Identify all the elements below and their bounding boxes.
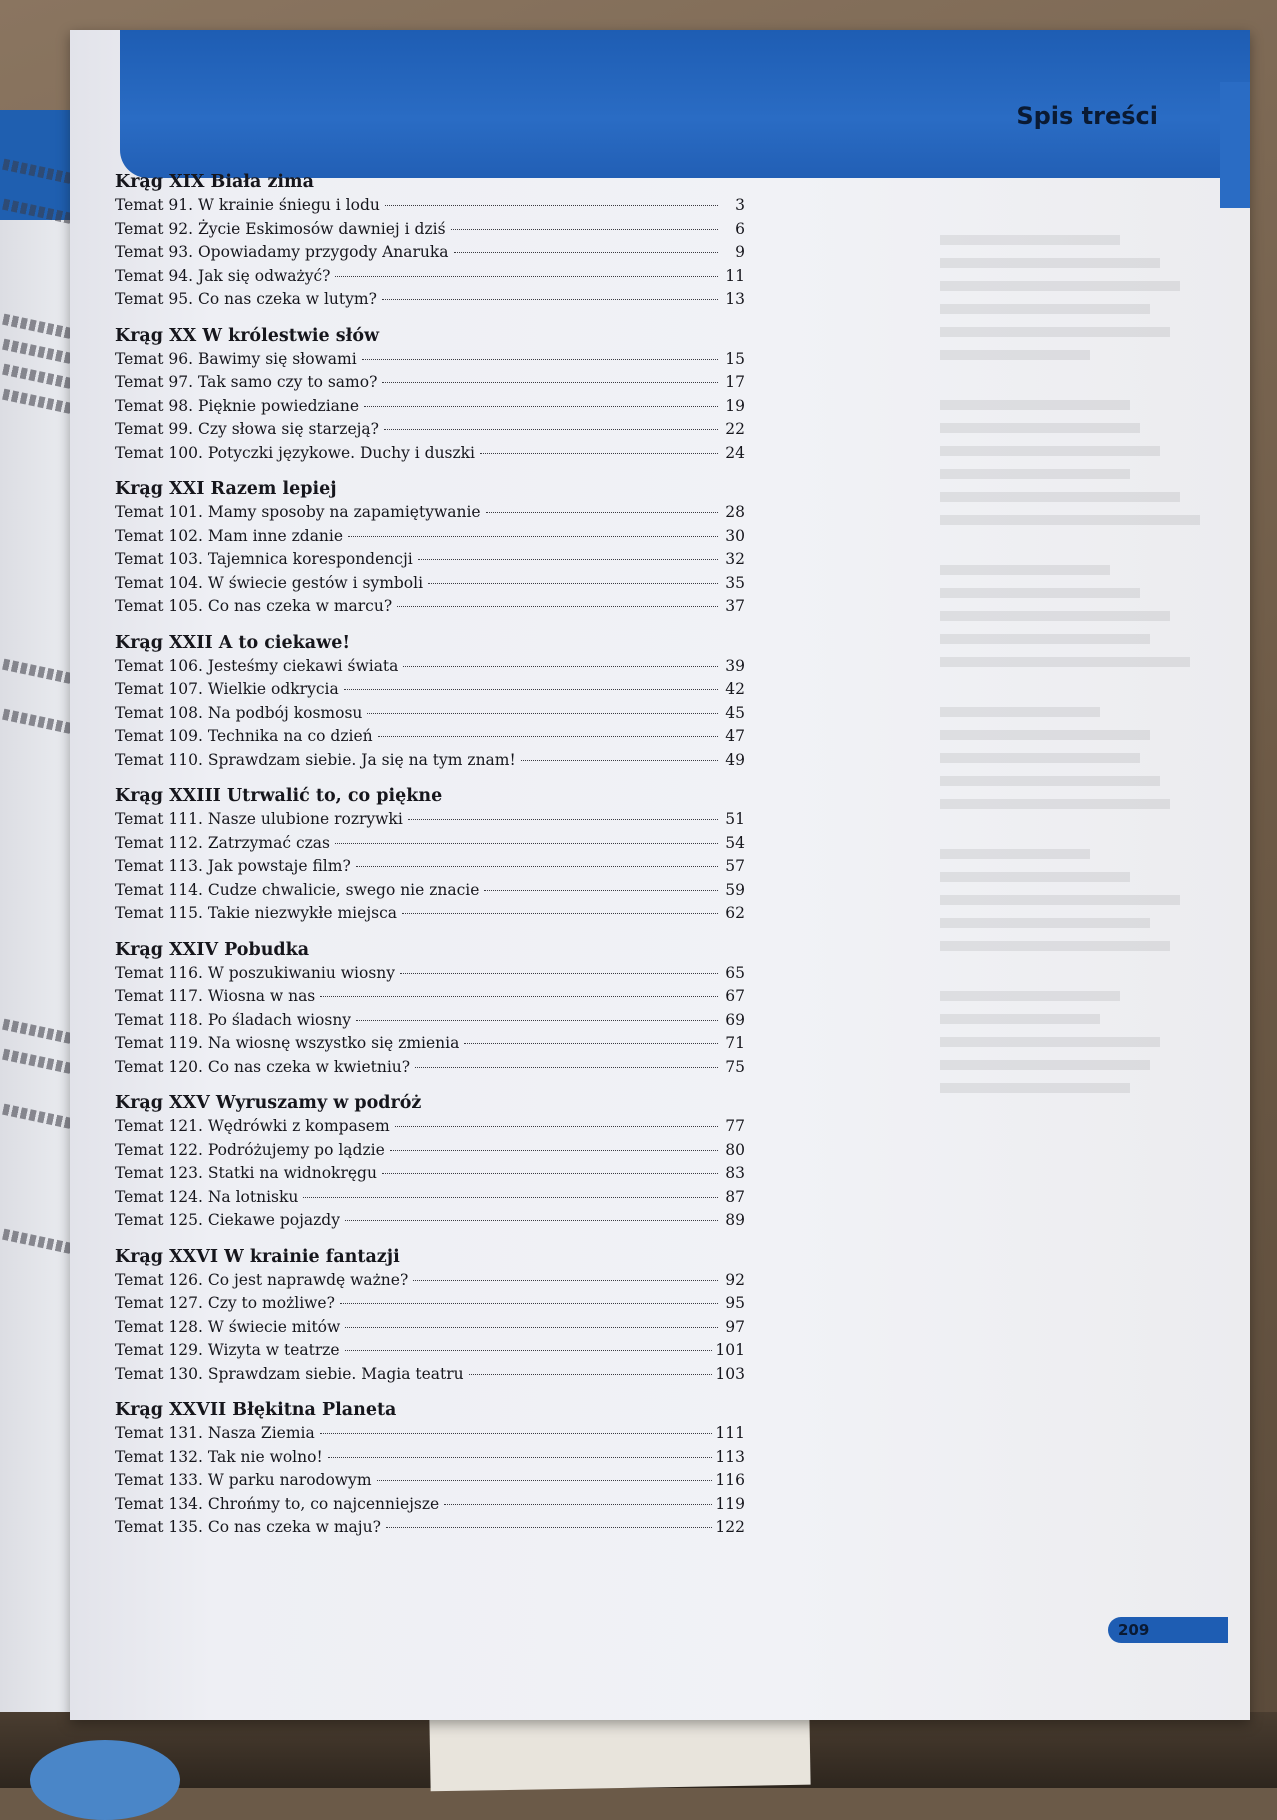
toc-entry xyxy=(115,1269,745,1293)
entry-page-number: 87 xyxy=(725,1187,745,1206)
toc-entry xyxy=(115,1186,745,1210)
toc-entry xyxy=(115,962,745,986)
entry-title: Temat 111. Nasze ulubione rozrywki xyxy=(115,810,403,828)
section-heading: Krąg XXVI W krainie fantazji xyxy=(115,1246,400,1267)
toc-entry xyxy=(115,548,745,572)
entry-title: Temat 124. Na lotnisku xyxy=(115,1187,299,1206)
toc-section xyxy=(115,324,745,466)
section-heading: Krąg XXII A to ciekawe! xyxy=(115,632,351,653)
dot-leader xyxy=(328,1457,713,1458)
dot-leader xyxy=(345,1350,713,1351)
header-band xyxy=(120,30,1250,178)
toc-entry xyxy=(115,1139,745,1163)
entry-page-number: 113 xyxy=(715,1447,745,1466)
entry-page-number: 119 xyxy=(715,1494,745,1513)
toc-section xyxy=(115,477,745,619)
entry-page-number: 13 xyxy=(725,290,745,308)
toc-entry xyxy=(115,1115,745,1139)
entry-page-number: 30 xyxy=(725,526,745,545)
header-tab xyxy=(1220,82,1250,208)
entry-title: Temat 104. W świecie gestów i symboli xyxy=(115,573,424,592)
toc-entry xyxy=(115,808,745,832)
entry-page-number: 101 xyxy=(715,1341,745,1359)
dot-leader xyxy=(384,429,718,430)
section-heading: Krąg XXIV Pobudka xyxy=(115,939,310,960)
entry-title: Temat 109. Technika na co dzień xyxy=(115,727,373,745)
show-through-text xyxy=(940,235,1240,1106)
entry-title: Temat 102. Mam inne zdanie xyxy=(115,526,344,545)
entry-page-number: 28 xyxy=(725,503,745,521)
toc-entry xyxy=(115,985,745,1009)
dot-leader xyxy=(418,559,718,560)
dot-leader xyxy=(521,760,718,761)
dot-leader xyxy=(345,1327,718,1328)
blue-object xyxy=(30,1740,180,1820)
toc-entry xyxy=(115,442,745,466)
dot-leader xyxy=(480,453,718,454)
entry-title: Temat 129. Wizyta w teatrze xyxy=(115,1341,340,1359)
entry-title: Temat 125. Ciekawe pojazdy xyxy=(115,1211,340,1229)
entry-title: Temat 132. Tak nie wolno! xyxy=(115,1447,323,1466)
toc-entry xyxy=(115,1422,745,1446)
dot-leader xyxy=(415,1067,718,1068)
entry-title: Temat 95. Co nas czeka w lutym? xyxy=(115,290,377,308)
toc-section xyxy=(115,1398,745,1540)
toc-entry xyxy=(115,678,745,702)
entry-title: Temat 118. Po śladach wiosny xyxy=(115,1010,352,1029)
toc-entry xyxy=(115,902,745,926)
dot-leader xyxy=(386,1527,713,1528)
entry-page-number: 42 xyxy=(725,680,745,698)
entry-page-number: 17 xyxy=(725,373,745,391)
section-heading: Krąg XXVII Błękitna Planeta xyxy=(115,1400,397,1420)
toc-entry xyxy=(115,1316,745,1340)
dot-leader xyxy=(451,229,718,230)
entry-page-number: 122 xyxy=(715,1518,745,1536)
entry-title: Temat 116. W poszukiwaniu wiosny xyxy=(115,963,396,982)
entry-title: Temat 134. Chrońmy to, co najcenniejsze xyxy=(115,1494,440,1513)
table-of-contents xyxy=(115,170,745,1552)
entry-title: Temat 117. Wiosna w nas xyxy=(115,987,316,1005)
toc-entry xyxy=(115,655,745,679)
entry-title: Temat 133. W parku narodowym xyxy=(115,1471,372,1489)
dot-leader xyxy=(400,973,718,974)
entry-title: Temat 99. Czy słowa się starzeją? xyxy=(115,420,379,438)
dot-leader xyxy=(335,276,718,277)
toc-section xyxy=(115,170,745,312)
entry-page-number: 57 xyxy=(725,857,745,875)
dot-leader xyxy=(395,1126,718,1127)
entry-page-number: 45 xyxy=(725,703,745,722)
dot-leader xyxy=(356,866,718,867)
dot-leader xyxy=(382,382,718,383)
toc-section xyxy=(115,631,745,773)
entry-title: Temat 92. Życie Eskimosów dawniej i dziś xyxy=(115,219,446,238)
section-heading: Krąg XX W królestwie słów xyxy=(115,325,380,346)
toc-entry xyxy=(115,1162,745,1186)
entry-title: Temat 130. Sprawdzam siebie. Magia teatru xyxy=(115,1364,464,1383)
toc-entry xyxy=(115,749,745,773)
toc-entry xyxy=(115,395,745,419)
dot-leader xyxy=(367,713,718,714)
entry-page-number: 89 xyxy=(725,1211,745,1229)
toc-entry xyxy=(115,265,745,289)
entry-page-number: 19 xyxy=(725,396,745,415)
toc-entry xyxy=(115,725,745,749)
entry-title: Temat 128. W świecie mitów xyxy=(115,1317,341,1336)
entry-title: Temat 110. Sprawdzam siebie. Ja się na tym znam! xyxy=(115,750,516,769)
toc-entry xyxy=(115,371,745,395)
entry-page-number: 83 xyxy=(725,1164,745,1182)
toc-entry xyxy=(115,501,745,525)
toc-entry xyxy=(115,855,745,879)
dot-leader xyxy=(382,299,718,300)
section-heading: Krąg XXI Razem lepiej xyxy=(115,479,337,499)
entry-title: Temat 119. Na wiosnę wszystko się zmienia xyxy=(115,1034,460,1052)
toc-entry xyxy=(115,194,745,218)
dot-leader xyxy=(403,666,718,667)
entry-title: Temat 108. Na podbój kosmosu xyxy=(115,703,363,722)
dot-leader xyxy=(344,689,718,690)
toc-entry xyxy=(115,218,745,242)
entry-title: Temat 115. Takie niezwykłe miejsca xyxy=(115,904,397,922)
entry-title: Temat 101. Mamy sposoby na zapamiętywanie xyxy=(115,503,481,521)
entry-title: Temat 121. Wędrówki z kompasem xyxy=(115,1117,390,1135)
entry-page-number: 32 xyxy=(725,550,745,568)
toc-entry xyxy=(115,1469,745,1493)
dot-leader xyxy=(486,512,718,513)
entry-page-number: 15 xyxy=(725,349,745,368)
entry-page-number: 3 xyxy=(735,196,745,214)
toc-entry xyxy=(115,348,745,372)
entry-page-number: 69 xyxy=(725,1010,745,1029)
dot-leader xyxy=(345,1220,718,1221)
section-heading: Krąg XXV Wyruszamy w podróż xyxy=(115,1093,422,1113)
entry-title: Temat 97. Tak samo czy to samo? xyxy=(115,373,378,391)
dot-leader xyxy=(382,1173,718,1174)
entry-title: Temat 135. Co nas czeka w maju? xyxy=(115,1518,381,1536)
toc-entry xyxy=(115,1032,745,1056)
dot-leader xyxy=(469,1374,713,1375)
dot-leader xyxy=(340,1303,718,1304)
entry-title: Temat 93. Opowiadamy przygody Anaruka xyxy=(115,243,449,261)
entry-title: Temat 100. Potyczki językowe. Duchy i duszki xyxy=(115,443,476,462)
toc-section xyxy=(115,1245,745,1387)
entry-page-number: 59 xyxy=(725,880,745,899)
dot-leader xyxy=(348,536,718,537)
entry-page-number: 62 xyxy=(725,904,745,922)
entry-page-number: 54 xyxy=(725,833,745,852)
dot-leader xyxy=(303,1197,718,1198)
entry-page-number: 65 xyxy=(725,963,745,982)
section-heading: Krąg XIX Biała zima xyxy=(115,172,314,192)
entry-title: Temat 122. Podróżujemy po lądzie xyxy=(115,1140,385,1159)
toc-entry xyxy=(115,1493,745,1517)
dot-leader xyxy=(464,1043,718,1044)
entry-title: Temat 126. Co jest naprawdę ważne? xyxy=(115,1270,409,1289)
toc-entry xyxy=(115,1446,745,1470)
toc-entry xyxy=(115,1516,745,1540)
entry-title: Temat 120. Co nas czeka w kwietniu? xyxy=(115,1057,411,1076)
entry-page-number: 9 xyxy=(735,243,745,261)
entry-page-number: 51 xyxy=(725,810,745,828)
dot-leader xyxy=(390,1150,718,1151)
entry-page-number: 11 xyxy=(725,266,745,285)
page-number-badge xyxy=(1108,1617,1228,1643)
dot-leader xyxy=(335,843,718,844)
entry-page-number: 75 xyxy=(725,1057,745,1076)
page-title: Spis treści xyxy=(1016,102,1158,130)
entry-title: Temat 107. Wielkie odkrycia xyxy=(115,680,339,698)
toc-entry xyxy=(115,572,745,596)
toc-entry xyxy=(115,241,745,265)
dot-leader xyxy=(320,1433,713,1434)
dot-leader xyxy=(428,583,718,584)
entry-page-number: 49 xyxy=(725,750,745,769)
entry-page-number: 39 xyxy=(725,656,745,675)
toc-entry xyxy=(115,1056,745,1080)
entry-title: Temat 113. Jak powstaje film? xyxy=(115,857,351,875)
toc-entry xyxy=(115,525,745,549)
toc-section xyxy=(115,1091,745,1233)
entry-title: Temat 131. Nasza Ziemia xyxy=(115,1424,315,1442)
toc-entry xyxy=(115,832,745,856)
page-number: 209 xyxy=(1118,1621,1150,1639)
entry-title: Temat 98. Pięknie powiedziane xyxy=(115,396,360,415)
dot-leader xyxy=(413,1280,718,1281)
toc-entry xyxy=(115,418,745,442)
toc-entry xyxy=(115,879,745,903)
dot-leader xyxy=(408,819,718,820)
entry-page-number: 24 xyxy=(725,443,745,462)
entry-title: Temat 96. Bawimy się słowami xyxy=(115,349,357,368)
toc-section xyxy=(115,938,745,1080)
entry-title: Temat 114. Cudze chwalicie, swego nie znacie xyxy=(115,880,480,899)
entry-page-number: 97 xyxy=(725,1317,745,1336)
entry-title: Temat 123. Statki na widnokręgu xyxy=(115,1164,377,1182)
entry-page-number: 95 xyxy=(725,1294,745,1312)
entry-page-number: 103 xyxy=(715,1364,745,1383)
entry-page-number: 47 xyxy=(725,727,745,745)
entry-page-number: 35 xyxy=(725,573,745,592)
toc-entry xyxy=(115,1339,745,1363)
entry-page-number: 37 xyxy=(725,597,745,615)
section-heading: Krąg XXIII Utrwalić to, co piękne xyxy=(115,786,443,806)
dot-leader xyxy=(484,890,718,891)
entry-title: Temat 91. W krainie śniegu i lodu xyxy=(115,196,380,214)
entry-title: Temat 106. Jesteśmy ciekawi świata xyxy=(115,656,399,675)
toc-entry xyxy=(115,1292,745,1316)
toc-entry xyxy=(115,702,745,726)
dot-leader xyxy=(378,736,718,737)
dot-leader xyxy=(397,606,718,607)
dot-leader xyxy=(320,996,718,997)
toc-entry xyxy=(115,1363,745,1387)
entry-title: Temat 127. Czy to możliwe? xyxy=(115,1294,335,1312)
dot-leader xyxy=(444,1504,712,1505)
entry-page-number: 77 xyxy=(725,1117,745,1135)
entry-page-number: 92 xyxy=(725,1270,745,1289)
entry-title: Temat 105. Co nas czeka w marcu? xyxy=(115,597,393,615)
dot-leader xyxy=(364,406,718,407)
entry-page-number: 71 xyxy=(725,1034,745,1052)
entry-title: Temat 103. Tajemnica korespondencji xyxy=(115,550,413,568)
dot-leader xyxy=(385,205,718,206)
dot-leader xyxy=(356,1020,718,1021)
toc-entry xyxy=(115,1209,745,1233)
paper-under-book xyxy=(429,1712,810,1792)
toc-entry xyxy=(115,288,745,312)
entry-title: Temat 94. Jak się odważyć? xyxy=(115,266,331,285)
toc-section xyxy=(115,784,745,926)
dot-leader xyxy=(362,359,718,360)
entry-page-number: 116 xyxy=(715,1471,745,1489)
entry-page-number: 67 xyxy=(725,987,745,1005)
dot-leader xyxy=(402,913,718,914)
toc-entry xyxy=(115,595,745,619)
entry-page-number: 22 xyxy=(725,420,745,438)
entry-title: Temat 112. Zatrzymać czas xyxy=(115,833,331,852)
entry-page-number: 6 xyxy=(735,219,745,238)
dot-leader xyxy=(377,1480,713,1481)
entry-page-number: 111 xyxy=(715,1424,745,1442)
dot-leader xyxy=(454,252,718,253)
entry-page-number: 80 xyxy=(725,1140,745,1159)
toc-entry xyxy=(115,1009,745,1033)
